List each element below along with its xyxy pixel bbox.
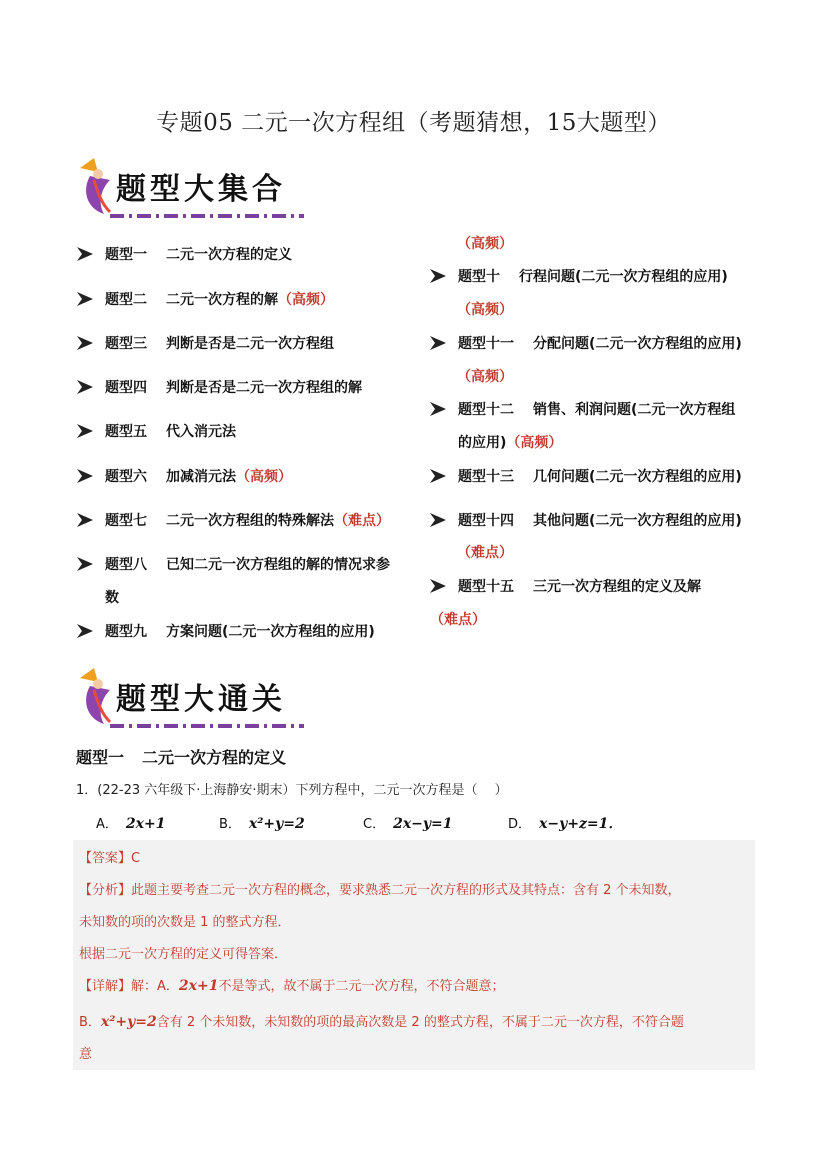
arrow-bullet-icon (429, 401, 447, 417)
section-heading (76, 745, 286, 768)
section-number: 题型一 (76, 748, 125, 767)
toc-item-name: 销售、利润问题(二元一次方程组 (533, 402, 736, 418)
toc-item-name: 二元一次方程组的特殊解法 (166, 513, 334, 529)
toc-item-name: 二元一次方程的定义 (166, 247, 292, 263)
arrow-bullet-icon (76, 623, 94, 639)
toc-item-number: 题型三 (105, 336, 147, 352)
section-name: 二元一次方程的定义 (142, 748, 287, 767)
toc-item-name: 几何问题(二元一次方程组的应用) (533, 469, 742, 485)
toc-item-name: 判断是否是二元一次方程组的解 (166, 380, 362, 396)
toc-item-tag: （难点） (430, 612, 486, 628)
toc-item-number: 题型十四 (458, 513, 514, 529)
detail-line-3: 意 (79, 1047, 93, 1062)
toc-item-name: 方案问题(二元一次方程组的应用) (166, 624, 375, 640)
analysis-line-2: 未知数的项的次数是 1 的整式方程． (79, 915, 291, 930)
toc-item-number: 题型四 (105, 380, 147, 396)
option-b: B． x²+y=2 (219, 816, 305, 832)
toc-item-wrap: 数 (105, 590, 119, 606)
toc-item-name: 二元一次方程的解 (166, 292, 278, 308)
arrow-bullet-icon (76, 379, 94, 395)
toc-item-name: 判断是否是二元一次方程组 (166, 336, 334, 352)
detail-line-2: B．x²+y=2含有 2 个未知数，未知数的项的最高次数是 2 的整式方程，不属于二元一次方程，不符合题 (79, 1014, 684, 1030)
toc-item-name: 代入消元法 (166, 424, 236, 440)
toc-item-number: 题型一 (105, 247, 147, 263)
arrow-bullet-icon (76, 468, 94, 484)
arrow-bullet-icon (429, 512, 447, 528)
arrow-bullet-icon (76, 291, 94, 307)
page-title: 专题05 二元一次方程组（考题猜想，15大题型） (156, 110, 671, 136)
toc-item-tag: （难点） (334, 513, 390, 529)
toc-item-name: 分配问题(二元一次方程组的应用) (533, 336, 742, 352)
toc-item-tag: （高频） (457, 236, 513, 252)
section-banner-collection (76, 150, 306, 220)
arrow-bullet-icon (76, 512, 94, 528)
toc-item-number: 题型六 (105, 469, 147, 485)
toc-item-number: 题型二 (105, 292, 147, 308)
analysis-line-3: 根据二元一次方程的定义可得答案． (79, 947, 288, 962)
toc-item-number: 题型八 (105, 557, 147, 573)
option-c: C． 2x−y=1 (363, 816, 453, 832)
toc-item-tag: （难点） (457, 545, 513, 561)
toc-item-number: 题型七 (105, 513, 147, 529)
question-text: 1．(22-23 六年级下·上海静安·期末）下列方程中，二元一次方程是（ ） (76, 783, 508, 798)
detail-line: 【详解】解：A．2x+1不是等式，故不属于二元一次方程，不符合题意； (79, 978, 505, 994)
toc-item-tag: （高频） (457, 369, 513, 385)
banner-title: 题型大集合 (116, 172, 286, 207)
answer-line: 【答案】C (79, 851, 141, 866)
arrow-bullet-icon (76, 335, 94, 351)
toc-item-number: 题型十一 (458, 336, 514, 352)
banner-title: 题型大通关 (116, 682, 286, 717)
toc-item-tag: （高频） (457, 302, 513, 318)
toc-item-tag: （高频） (278, 292, 334, 308)
arrow-bullet-icon (429, 268, 447, 284)
toc-item-number: 题型五 (105, 424, 147, 440)
toc-item-name: 行程问题(二元一次方程组的应用) (519, 269, 728, 285)
arrow-bullet-icon (429, 468, 447, 484)
toc-item-name: 三元一次方程组的定义及解 (533, 579, 701, 595)
answer-box (73, 840, 755, 1070)
toc-item-number: 题型十三 (458, 469, 514, 485)
toc-item-name: 加减消元法 (166, 469, 236, 485)
toc-item-number: 题型十 (458, 269, 500, 285)
arrow-bullet-icon (429, 335, 447, 351)
arrow-bullet-icon (76, 556, 94, 572)
toc-item-name: 已知二元一次方程组的解的情况求参 (166, 557, 390, 573)
toc-item-number: 题型十二 (458, 402, 514, 418)
toc-item-wrap: 的应用)（高频） (458, 435, 563, 451)
arrow-bullet-icon (429, 578, 447, 594)
toc-item-number: 题型十五 (458, 579, 514, 595)
option-a: A． 2x+1 (96, 816, 166, 832)
option-d: D． x−y+z=1． (508, 816, 623, 832)
toc-item-tag: （高频） (236, 469, 292, 485)
arrow-bullet-icon (76, 423, 94, 439)
toc-item-number: 题型九 (105, 624, 147, 640)
arrow-bullet-icon (76, 246, 94, 262)
section-banner-practice (76, 660, 306, 730)
toc-item-name: 其他问题(二元一次方程组的应用) (533, 513, 742, 529)
analysis-line: 【分析】此题主要考查二元一次方程的概念，要求熟悉二元一次方程的形式及其特点：含有 2 个未知数， (79, 883, 681, 898)
